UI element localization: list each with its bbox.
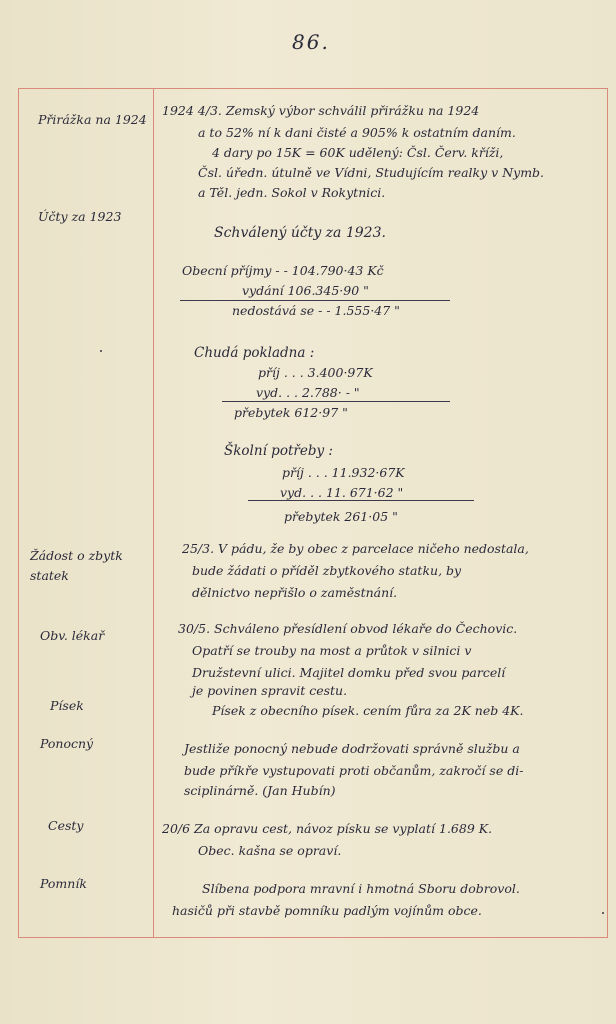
margin-note-prirazka: Přirážka na 1924	[38, 112, 147, 127]
entry-text: Jestliže ponocný nebude dodržovati správně službu a	[184, 741, 520, 756]
margin-rule	[153, 88, 154, 938]
sum-rule	[248, 500, 474, 501]
entry-text: sciplinárně. (Jan Hubín)	[184, 783, 336, 798]
entry-text: bude žádati o příděl zbytkového statku, by	[192, 563, 462, 578]
accounts-line: vyd. . . 11. 671·62 "	[280, 485, 404, 500]
margin-note-cesty: Cesty	[48, 818, 84, 833]
margin-note-ponocny: Ponocný	[40, 736, 94, 751]
entry-text: Písek z obecního písek. cením fůra za 2K neb 4K.	[212, 703, 524, 718]
entry-text: Čsl. úředn. útulně ve Vídni, Studujícím realky v Nymb.	[198, 165, 545, 180]
ink-dot	[100, 350, 102, 352]
margin-note-pomnik: Pomník	[40, 876, 87, 891]
entry-text: dělnictvo nepřišlo o zaměstnání.	[192, 585, 398, 600]
accounts-line: příj . . . 11.932·67K	[282, 465, 405, 480]
page-number: 86.	[292, 30, 330, 54]
accounts-line: příj . . . 3.400·97K	[258, 365, 373, 380]
ink-dot	[602, 912, 604, 914]
sum-rule	[180, 300, 450, 301]
margin-note-zadost: Žádost o zbytk	[30, 548, 123, 563]
entry-text: a Těl. jedn. Sokol v Rokytnici.	[198, 185, 386, 200]
entry-text: 1924 4/3. Zemský výbor schválil přirážku na 1924	[162, 103, 480, 118]
accounts-line: přebytek 612·97 "	[234, 405, 348, 420]
entry-text: Obec. kašna se opraví.	[198, 843, 342, 858]
accounts-line: nedostává se - - 1.555·47 "	[232, 303, 400, 318]
accounts-line: vyd. . . 2.788· - "	[256, 385, 360, 400]
entry-text: bude příkře vystupovati proti občanům, zakročí se di-	[184, 763, 524, 778]
entry-text: hasičů při stavbě pomníku padlým vojínům obce.	[172, 903, 482, 918]
entry-text: Družstevní ulici. Majitel domku před svou parcelí	[192, 665, 506, 680]
sum-rule	[222, 401, 450, 402]
margin-note-zadost-2: statek	[30, 568, 69, 583]
margin-note-pisek: Písek	[50, 698, 84, 713]
entry-text: 30/5. Schváleno přesídlení obvod lékaře do Čechovic.	[178, 621, 518, 636]
accounts-subheading: Školní potřeby :	[224, 443, 333, 459]
entry-text: je povinen spravit cestu.	[192, 683, 348, 698]
entry-text: 25/3. V pádu, že by obec z parcelace ničeho nedostala,	[182, 541, 529, 556]
accounts-heading: Schválený účty za 1923.	[214, 225, 386, 241]
entry-text: a to 52% ní k dani čisté a 905% k ostatním daním.	[198, 125, 516, 140]
entry-text: Opatří se trouby na most a průtok v silnici v	[192, 643, 472, 658]
margin-note-ucty: Účty za 1923	[38, 209, 122, 224]
entry-text: 4 dary po 15K = 60K udělený: Čsl. Červ. kříži,	[212, 145, 504, 160]
accounts-subheading: Chudá pokladna :	[194, 345, 315, 361]
margin-note-lekar: Obv. lékař	[40, 628, 105, 643]
entry-text: Slíbena podpora mravní i hmotná Sboru dobrovol.	[202, 881, 520, 896]
accounts-line: přebytek 261·05 "	[284, 509, 398, 524]
accounts-line: Obecní příjmy - - 104.790·43 Kč	[182, 263, 384, 278]
accounts-line: vydání 106.345·90 "	[242, 283, 369, 298]
entry-text: 20/6 Za opravu cest, návoz písku se vyplatí 1.689 K.	[162, 821, 493, 836]
